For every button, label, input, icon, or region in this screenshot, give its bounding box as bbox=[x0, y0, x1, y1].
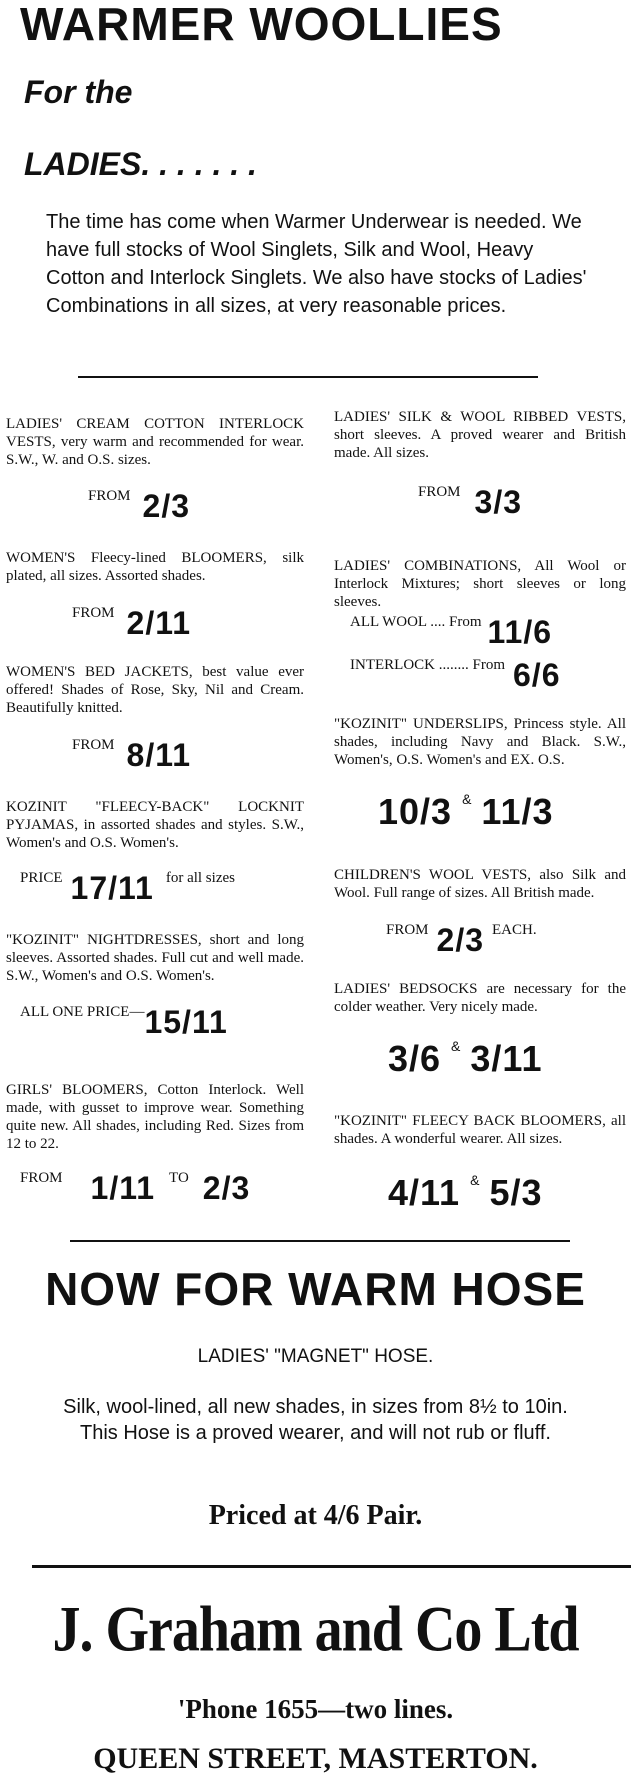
price: 11/6 bbox=[487, 614, 553, 650]
item-childrens-vests-desc: CHILDREN'S WOOL VESTS, also Silk and Wool. Full range of sizes. All British made. bbox=[334, 867, 626, 901]
divider-middle bbox=[70, 1240, 570, 1242]
item-childrens-vests-price-row bbox=[386, 922, 537, 959]
item-underslips-price-row bbox=[378, 791, 554, 833]
item-bloomers-price-row bbox=[72, 605, 191, 642]
price: 2/11 bbox=[126, 605, 192, 641]
item-silk-wool-vests-price-row bbox=[418, 484, 522, 521]
item-pyjamas-price-row bbox=[20, 870, 235, 907]
price-2: 3/11 bbox=[470, 1038, 543, 1079]
price: 2/3 bbox=[142, 488, 191, 524]
item-bloomers-desc: WOMEN'S Fleecy-lined BLOOMERS, silk plated, all sizes. Assorted shades. bbox=[6, 550, 304, 584]
item-bedsocks-desc: LADIES' BEDSOCKS are necessary for the colder weather. Very nicely made. bbox=[334, 981, 626, 1015]
price: 3/6 bbox=[388, 1038, 442, 1079]
each-label: EACH. bbox=[492, 922, 537, 938]
price-2: 11/3 bbox=[481, 791, 554, 832]
price: 10/3 bbox=[378, 791, 453, 832]
divider-top bbox=[78, 376, 538, 378]
item-girls-bloomers-price-row bbox=[20, 1170, 250, 1207]
price: 1/11 bbox=[90, 1170, 156, 1206]
price: 2/3 bbox=[436, 922, 485, 958]
all-wool-label: ALL WOOL .... From bbox=[350, 614, 482, 630]
item-bed-jackets-desc: WOMEN'S BED JACKETS, best value ever offered! Shades of Rose, Sky, Nil and Cream. Beautifully knitted. bbox=[6, 664, 304, 716]
item-bedsocks-price-row bbox=[388, 1038, 542, 1080]
item-cream-vests-price-row bbox=[88, 488, 190, 525]
price-label: ALL ONE PRICE— bbox=[20, 1004, 145, 1020]
hose-price-line: Priced at 4/6 Pair. bbox=[208, 1500, 423, 1531]
ampersand: & bbox=[451, 1038, 461, 1054]
item-cream-vests-desc: LADIES' CREAM COTTON INTERLOCK VESTS, very warm and recommended for wear. S.W., W. and O.S. sizes. bbox=[6, 416, 304, 468]
ampersand: & bbox=[462, 791, 472, 807]
item-bed-jackets-price-row bbox=[72, 737, 191, 774]
price: 3/3 bbox=[474, 484, 523, 520]
divider-bottom bbox=[32, 1565, 631, 1568]
intro-paragraph: The time has come when Warmer Underwear is needed. We have full stocks of Wool Singlets, Silk and Wool, Heavy Cotton and Interlock Singlets. We also have stocks of Ladies' Combinations in all sizes, at very reasonable prices. bbox=[46, 211, 587, 317]
from-label: FROM bbox=[72, 737, 115, 753]
price: 4/11 bbox=[388, 1172, 461, 1213]
item-combinations-wool-row bbox=[350, 614, 552, 651]
item-nightdresses-price-row bbox=[20, 1004, 228, 1041]
item-pyjamas-desc: KOZINIT "FLEECY-BACK" LOCKNIT PYJAMAS, in assorted shades and styles. S.W., Women's and O.S. Women's. bbox=[6, 799, 304, 851]
price: 8/11 bbox=[126, 737, 192, 773]
price-label: PRICE bbox=[20, 870, 63, 886]
from-label: FROM bbox=[88, 488, 131, 504]
price: 6/6 bbox=[513, 657, 561, 693]
from-label: FROM bbox=[418, 484, 461, 500]
ad-title: WARMER WOOLLIES bbox=[20, 0, 503, 50]
item-underslips-desc: "KOZINIT" UNDERSLIPS, Princess style. All shades, including Navy and Black. S.W., Women's, O.S. Women's and EX. O.S. bbox=[334, 716, 626, 768]
price-2: 2/3 bbox=[202, 1170, 251, 1206]
price: 17/11 bbox=[70, 870, 154, 906]
from-label: FROM bbox=[20, 1170, 63, 1186]
hose-heading: NOW FOR WARM HOSE bbox=[45, 1263, 586, 1315]
item-fleecy-bloomers-price-row bbox=[388, 1172, 542, 1214]
item-girls-bloomers-desc: GIRLS' BLOOMERS, Cotton Interlock. Well made, with gusset to improve wear. Something quite new. All shades, including Red. Sizes from 12 to 22. bbox=[6, 1082, 304, 1152]
hose-subheading: LADIES' "MAGNET" HOSE. bbox=[197, 1346, 434, 1367]
to-label: TO bbox=[169, 1170, 189, 1186]
interlock-label: INTERLOCK ........ From bbox=[350, 657, 505, 673]
from-label: FROM bbox=[386, 922, 429, 938]
company-name: J. Graham and Co Ltd bbox=[52, 1594, 579, 1666]
item-fleecy-bloomers-desc: "KOZINIT" FLEECY BACK BLOOMERS, all shades. A wonderful wearer. All sizes. bbox=[334, 1113, 626, 1147]
price-2: 5/3 bbox=[489, 1172, 543, 1213]
subtitle-line1: For the bbox=[24, 74, 133, 110]
from-label: FROM bbox=[72, 605, 115, 621]
item-silk-wool-vests-desc: LADIES' SILK & WOOL RIBBED VESTS, short sleeves. A proved wearer and British made. All sizes. bbox=[334, 409, 626, 461]
item-nightdresses-desc: "KOZINIT" NIGHTDRESSES, short and long sleeves. Assorted shades. Full cut and well made. S.W., Women's and O.S. Women's. bbox=[6, 932, 304, 984]
company-phone: 'Phone 1655—two lines. bbox=[177, 1694, 454, 1724]
hose-body: Silk, wool-lined, all new shades, in sizes from 8½ to 10in. This Hose is a proved wearer, and will not rub or fluff. bbox=[63, 1396, 568, 1444]
item-combinations-interlock-row bbox=[350, 657, 560, 694]
item-combinations-desc: LADIES' COMBINATIONS, All Wool or Interlock Mixtures; short sleeves or long sleeves. bbox=[334, 558, 626, 610]
subtitle-line2: LADIES. . . . . . . bbox=[24, 146, 257, 182]
suffix-label: for all sizes bbox=[165, 870, 235, 886]
price: 15/11 bbox=[144, 1004, 228, 1040]
ampersand: & bbox=[470, 1172, 480, 1188]
company-address: QUEEN STREET, MASTERTON. bbox=[93, 1742, 538, 1775]
